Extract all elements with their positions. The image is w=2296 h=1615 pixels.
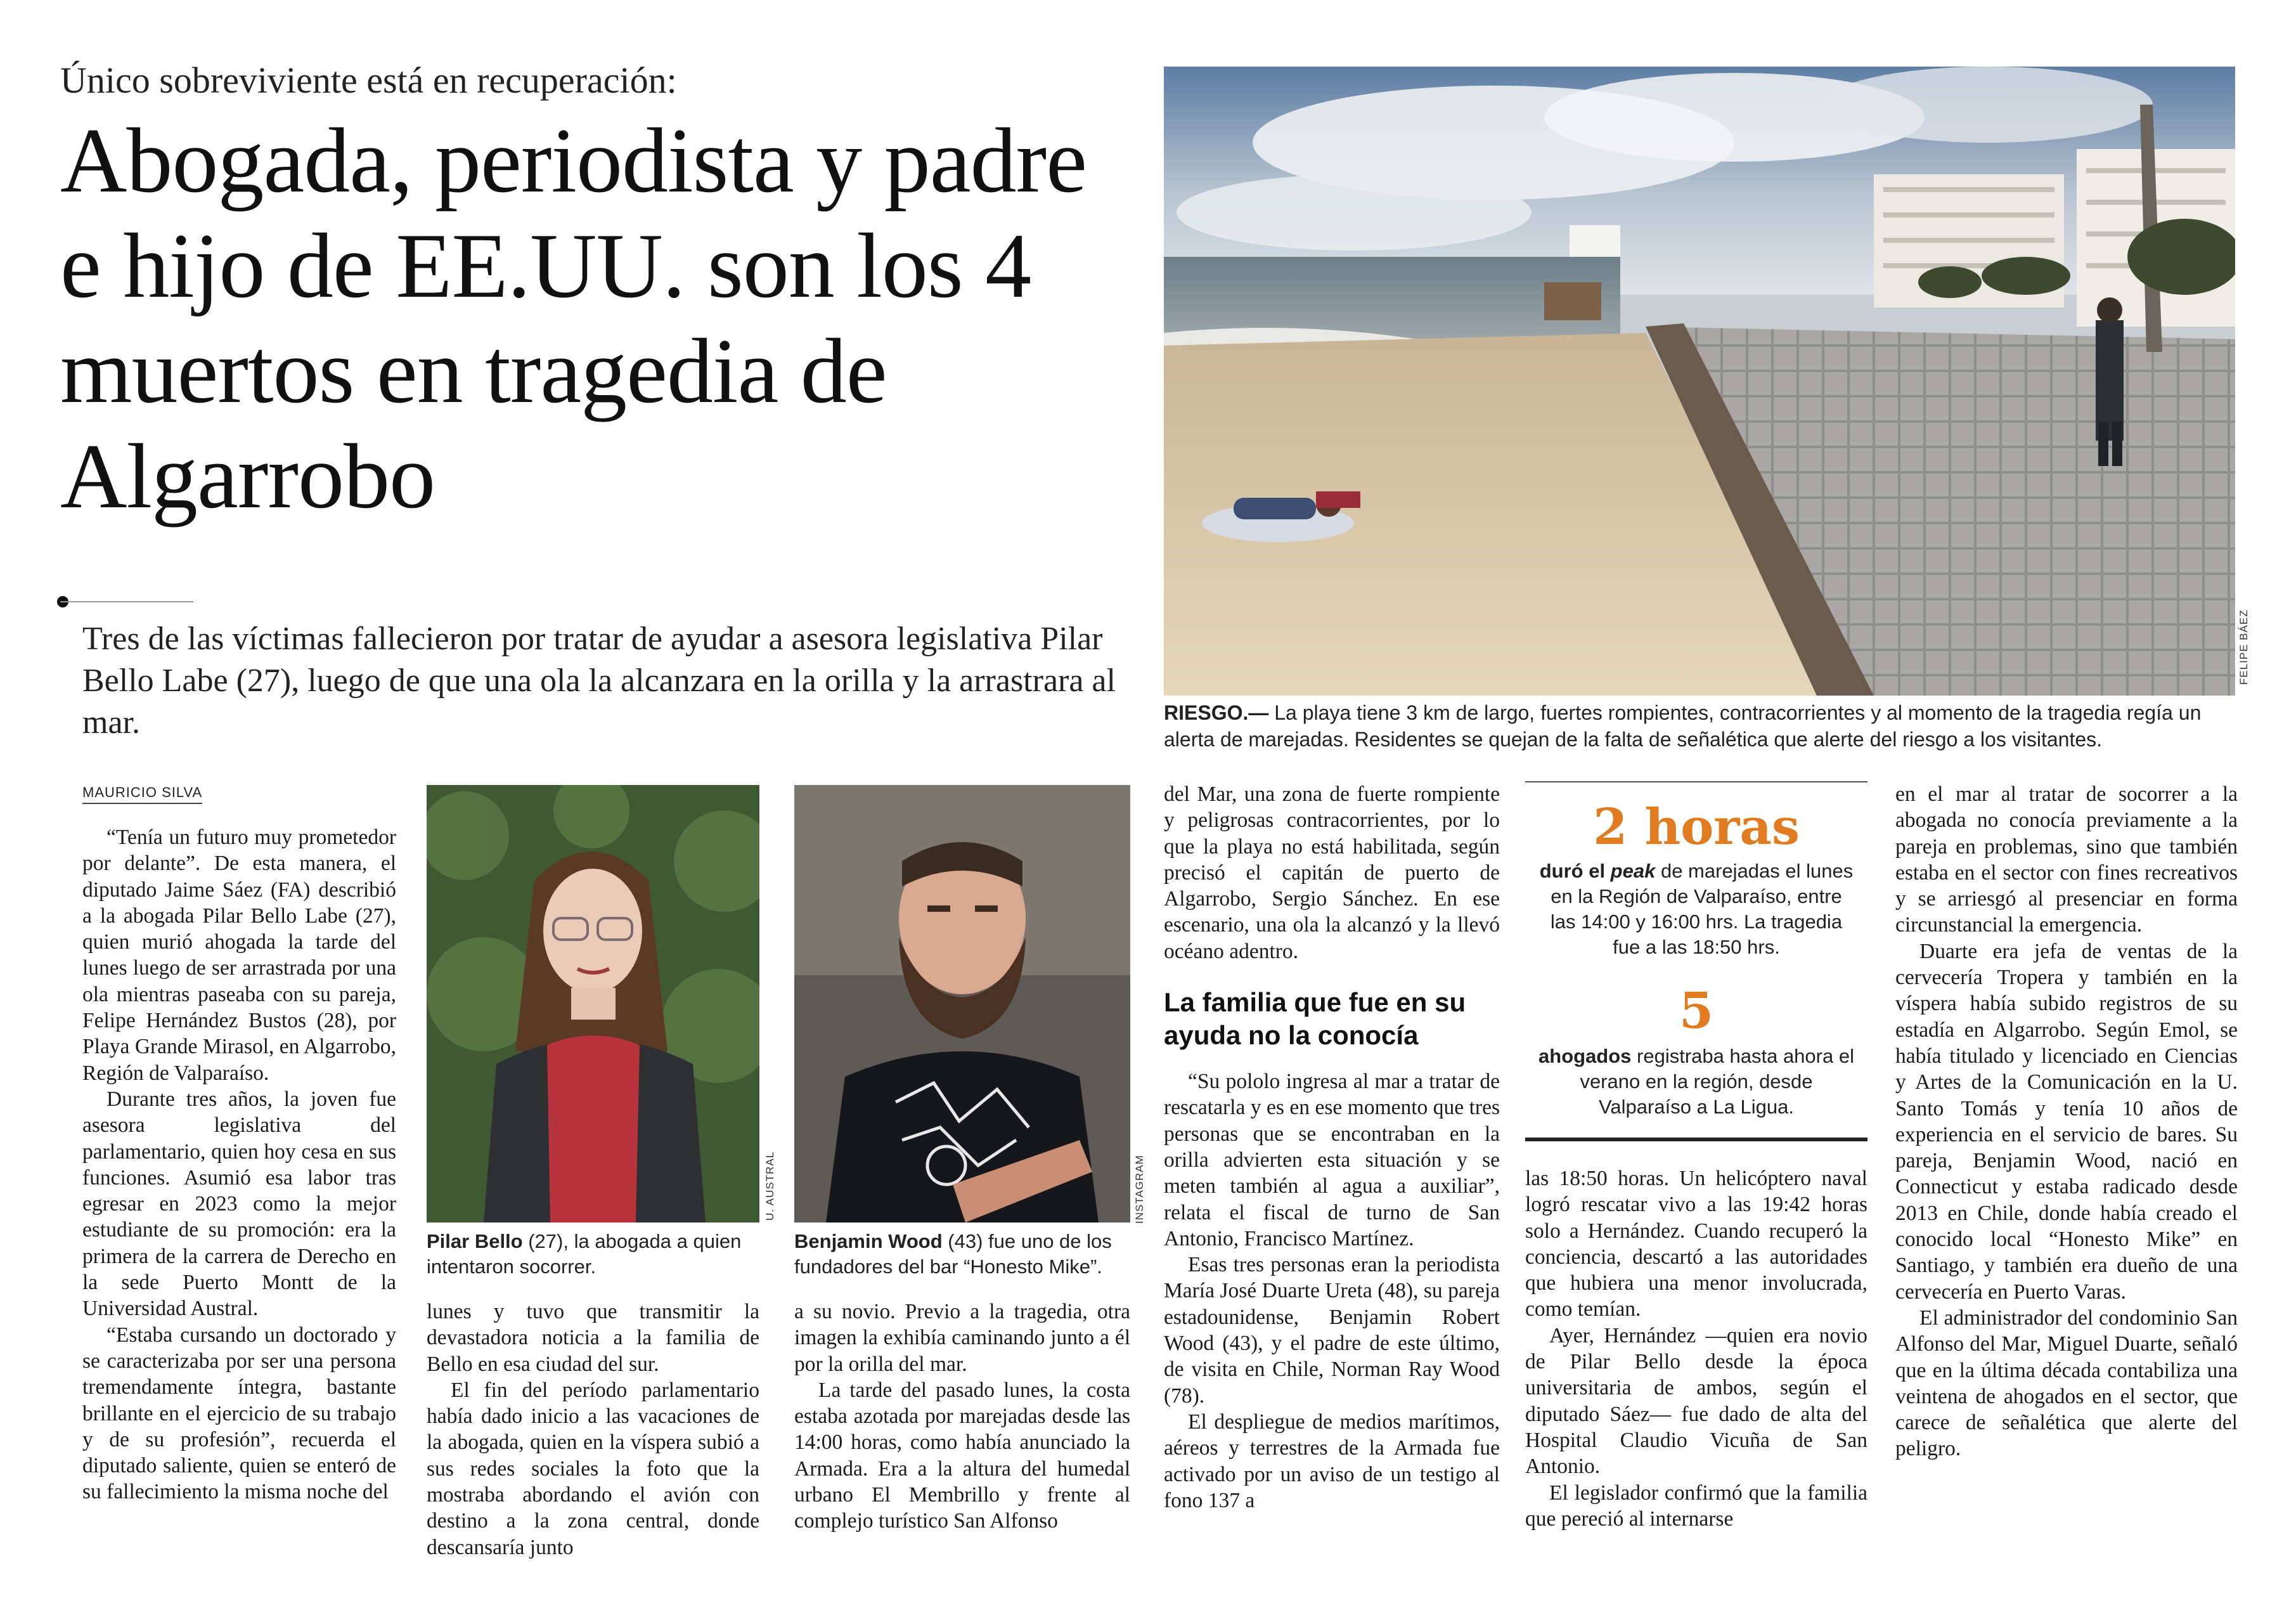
byline: MAURICIO SILVA bbox=[82, 784, 202, 804]
paragraph: El legislador confirmó que la familia que pereció al internarse bbox=[1525, 1481, 1867, 1531]
pilar-photo-caption bbox=[427, 1229, 766, 1280]
paragraph: El fin del período parlamentario había dado inicio a las vacaciones de la abogada, quien en la víspera subió a sus redes sociales la foto que la mostraba abordando el avión con destino a la zona central, donde descansaría junto bbox=[427, 1378, 759, 1559]
photo-benjamin-wood bbox=[794, 785, 1130, 1223]
main-photo-caption bbox=[1164, 699, 2235, 753]
fact-1-italic: peak bbox=[1610, 860, 1656, 882]
article-kicker: Único sobreviviente está en recuperación: bbox=[60, 60, 677, 101]
main-photo-beach bbox=[1164, 67, 2235, 696]
portrait-woman-illustration bbox=[427, 785, 759, 1223]
body-column-1 bbox=[82, 824, 396, 1505]
factbox-bottom-rule bbox=[1525, 1138, 1867, 1141]
paragraph: las 18:50 horas. Un helicóptero naval logró rescatar vivo a las 19:42 horas solo a Hernández. Cuando recuperó la conciencia, descartó a las autoridades que hubiera una menor involucrada, como temían. bbox=[1525, 1167, 1867, 1321]
paragraph: del Mar, una zona de fuerte rompiente y peligrosas contracorrientes, por lo que la playa no está habilitada, según precisó el capitán de puerto de Algarrobo, Sergio Sánchez. En ese escenario, una ola la alcanzó y la llevó océano adentro. bbox=[1164, 782, 1500, 963]
caption-label: RIESGO.— bbox=[1164, 701, 1269, 724]
caption-text: (43) fue uno de los fundadores del bar “Honesto Mike”. bbox=[794, 1230, 1112, 1278]
body-column-5 bbox=[1525, 1165, 1867, 1532]
pilar-photo-credit: U. AUSTRAL bbox=[764, 1151, 776, 1221]
paragraph: La tarde del pasado lunes, la costa estaba azotada por marejadas desde las 14:00 horas, como había anunciado la Armada. Era a la altura del humedal urbano El Membrillo y frente al complejo turístico San Alfonso bbox=[794, 1378, 1130, 1533]
benjamin-photo-caption bbox=[794, 1229, 1137, 1280]
fact-2-bold: ahogados bbox=[1538, 1045, 1632, 1067]
portrait-man-illustration bbox=[794, 785, 1130, 1223]
deck-divider bbox=[60, 601, 193, 602]
fact-1-bold: duró el bbox=[1539, 860, 1611, 882]
body-column-6 bbox=[1895, 781, 2238, 1462]
article-headline: Abogada, periodista y padre e hijo de EE.UU. son los 4 muertos en tragedia de Algarrobo bbox=[60, 109, 1087, 528]
caption-text: La playa tiene 3 km de largo, fuertes rompientes, contracorrientes y al momento de la tragedia regía un alerta de marejadas. Residentes se quejan de la falta de señalética que alerte del riesgo a los visitantes. bbox=[1164, 701, 2202, 751]
paragraph: El administrador del condominio San Alfonso del Mar, Miguel Duarte, señaló que en la última década contabiliza una veintena de ahogados en el sector, que carece de señalética que alerte del peligro. bbox=[1895, 1306, 2238, 1461]
paragraph: El despliegue de medios marítimos, aéreos y terrestres de la Armada fue activado por un aviso de un testigo al fono 137 a bbox=[1164, 1410, 1500, 1512]
paragraph: Duarte era jefa de ventas de la cervecería Tropera y también en la víspera había subido registros de su estadía en Algarrobo. Según Emol, se había titulado y licenciado en Ciencias y Artes de la Comunicación en la U. Santo Tomás y tenía 10 años de experiencia en el servicio de bares. Su pareja, Benjamin Wood, nació en Connecticut y estaba radicado desde 2013 en Chile, donde había creado el conocido local “Honesto Mike” en Santiago, y también era dueño de una cervecería en Puerto Varas. bbox=[1895, 939, 2238, 1304]
caption-name: Benjamin Wood bbox=[794, 1230, 943, 1252]
fact-1-text bbox=[1538, 859, 1855, 960]
section-subhead: La familia que fue en su ayuda no la conocía bbox=[1164, 987, 1466, 1051]
fact-2-number: 5 bbox=[1679, 982, 1714, 1040]
paragraph: “Tenía un futuro muy prometedor por delante”. De esta manera, el diputado Jaime Sáez (FA) describió a la abogada Pilar Bello Labe (27), quien murió ahogada la tarde del lunes luego de ser arrastrada por una ola mientras paseaba con su pareja, Felipe Hernández Bustos (28), por Playa Grande Mirasol, en Algarrobo, Región de Valparaíso. bbox=[82, 826, 396, 1085]
fact-1-number: 2 horas bbox=[1593, 798, 1800, 856]
benjamin-photo-credit: INSTAGRAM bbox=[1133, 1155, 1145, 1224]
paragraph: “Su pololo ingresa al mar a tratar de rescatarla y es en ese momento que tres personas que se encontraban en la orilla advierten esta situación y se meten también al agua a auxiliar”, relata el fiscal de turno de San Antonio, Francisco Martínez. bbox=[1164, 1070, 1500, 1250]
fact-2-rest: registraba hasta ahora el verano en la región, desde Valparaíso a La Ligua. bbox=[1580, 1045, 1854, 1118]
caption-text: (27), la abogada a quien intentaron socorrer. bbox=[427, 1230, 742, 1278]
paragraph: en el mar al tratar de socorrer a la abogada no conocía previamente a la pareja en problemas, sino que también estaba en el sector con fines recreativos y se arriesgó al presenciar en forma circunstancial la emergencia. bbox=[1895, 782, 2238, 937]
body-column-2 bbox=[427, 1299, 759, 1560]
paragraph: Ayer, Hernández —quien era novio de Pilar Bello desde la época universitaria de ambos, según el diputado Sáez— fue dado de alta del Hospital Claudio Vicuña de San Antonio. bbox=[1525, 1323, 1867, 1479]
paragraph: Esas tres personas eran la periodista María José Duarte Ureta (48), su pareja estadounidense, Benjamin Robert Wood (43), y el padre de este último, de visita en Chile, Norman Ray Wood (78). bbox=[1164, 1253, 1500, 1408]
photo-pilar-bello bbox=[427, 785, 759, 1223]
main-photo-credit: FELIPE BÁEZ bbox=[2238, 609, 2250, 685]
fact-2-text bbox=[1538, 1044, 1855, 1120]
paragraph: Durante tres años, la joven fue asesora legislativa del parlamentario, quien hoy cesa en sus funciones. Asumió esa labor tras egresar en 2023 como la mejor estudiante de su promoción: era la primera de la carrera de Derecho en la sede Puerto Montt de la Universidad Austral. bbox=[82, 1087, 396, 1321]
body-column-4 bbox=[1164, 781, 1500, 1514]
fact-1-rest: de marejadas el lunes en la Región de Valparaíso, entre las 14:00 y 16:00 hrs. La tragedia fue a las 18:50 hrs. bbox=[1550, 860, 1854, 958]
factbox-top-rule bbox=[1525, 781, 1867, 782]
paragraph: lunes y tuvo que transmitir la devastadora noticia a la familia de Bello en esa ciudad del sur. bbox=[427, 1300, 759, 1376]
article-deck: Tres de las víctimas fallecieron por tratar de ayudar a asesora legislativa Pilar Bello Labe (27), luego de que una ola la alcanzara en la orilla y la arrastrara al mar. bbox=[82, 621, 1116, 741]
body-column-3 bbox=[794, 1299, 1130, 1534]
paragraph: a su novio. Previo a la tragedia, otra imagen la exhibía caminando junto a él por la orilla del mar. bbox=[794, 1300, 1130, 1376]
caption-name: Pilar Bello bbox=[427, 1230, 523, 1252]
paragraph: “Estaba cursando un doctorado y se caracterizaba por ser una persona tremendamente íntegra, bastante brillante en el ejercicio de su trabajo y de su profesión”, recuerda el diputado saliente, quien se enteró de su fallecimiento la misma noche del bbox=[82, 1323, 396, 1504]
factbox bbox=[1525, 781, 1867, 1141]
beach-promenade-illustration bbox=[1164, 67, 2235, 696]
